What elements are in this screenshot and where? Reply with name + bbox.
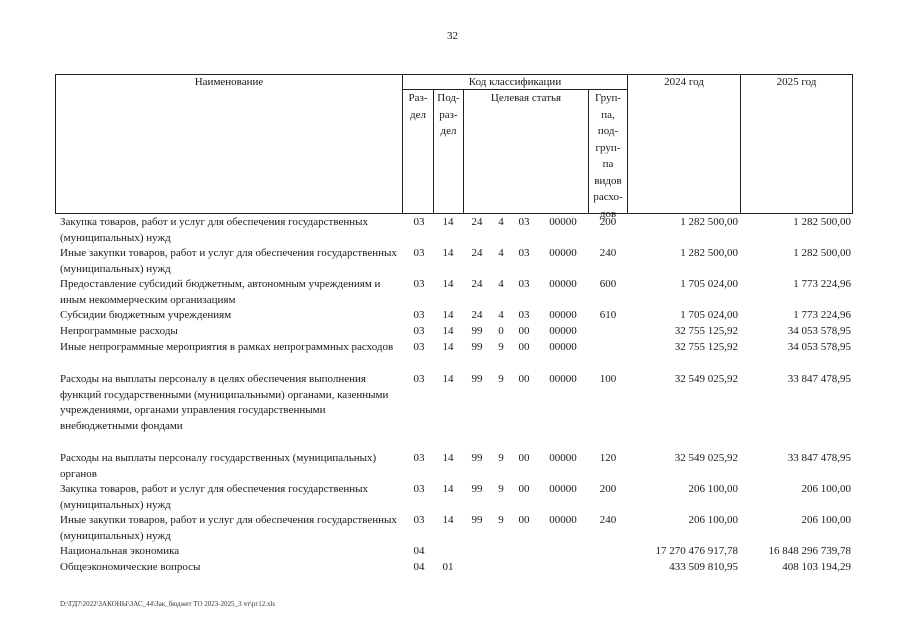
- header-bottom-rule: [55, 213, 853, 214]
- cell-article-subprogram: 9: [498, 452, 504, 464]
- cell-article-direction: 00000: [549, 309, 577, 321]
- cell-amount-2025: 1 773 224,96: [793, 309, 851, 321]
- cell-article-main: 03: [518, 309, 530, 321]
- cell-subsection: 14: [442, 483, 454, 495]
- cell-article-main: 00: [518, 325, 530, 337]
- cell-group: 120: [599, 452, 617, 464]
- cell-article-direction: 00000: [549, 373, 577, 385]
- cell-article-subprogram: 4: [498, 247, 504, 259]
- cell-article-program: 99: [471, 373, 483, 385]
- cell-article-subprogram: 9: [498, 341, 504, 353]
- cell-amount-2025: 1 282 500,00: [793, 247, 851, 259]
- cell-article-program: 99: [471, 341, 483, 353]
- header-group: Груп- па, под- груп- па видов расхо- дов: [593, 92, 623, 220]
- cell-article-subprogram: 4: [498, 309, 504, 321]
- cell-subsection: 14: [442, 325, 454, 337]
- row-name: Расходы на выплаты персоналу государственных (муниципальных) органов: [60, 452, 377, 480]
- cell-amount-2025: 34 053 578,95: [787, 325, 851, 337]
- header-target-article: Целевая статья: [490, 92, 562, 104]
- header-name: Наименование: [194, 76, 264, 88]
- cell-amount-2024: 1 282 500,00: [680, 247, 738, 259]
- cell-subsection: 14: [442, 216, 454, 228]
- cell-section: 03: [413, 452, 425, 464]
- header-divider: [55, 74, 56, 214]
- header-divider: [740, 74, 741, 214]
- cell-amount-2025: 408 103 194,29: [782, 561, 851, 573]
- cell-group: 100: [599, 373, 617, 385]
- row-name: Предоставление субсидий бюджетным, автономным учреждениям и иным некоммерческим организациям: [60, 278, 381, 306]
- cell-section: 03: [413, 309, 425, 321]
- cell-section: 03: [413, 514, 425, 526]
- cell-amount-2024: 1 282 500,00: [680, 216, 738, 228]
- cell-group: 610: [599, 309, 617, 321]
- row-name: Иные закупки товаров, работ и услуг для обеспечения государственных (муниципальных) нужд: [60, 247, 397, 275]
- cell-article-program: 24: [471, 278, 483, 290]
- cell-amount-2024: 32 549 025,92: [674, 452, 738, 464]
- cell-amount-2024: 1 705 024,00: [680, 309, 738, 321]
- cell-article-main: 00: [518, 373, 530, 385]
- cell-amount-2024: 433 509 810,95: [669, 561, 738, 573]
- row-name: Расходы на выплаты персоналу в целях обеспечения выполнения функций государственными (муниципальными) органами, казенными учреждениями, органами управления государственными внебюджетными фондами: [60, 373, 389, 432]
- header-divider: [627, 74, 628, 214]
- row-name: Иные непрограммные мероприятия в рамках непрограммных расходов: [60, 341, 394, 353]
- header-divider: [463, 89, 464, 214]
- cell-section: 03: [413, 247, 425, 259]
- cell-amount-2025: 206 100,00: [801, 514, 851, 526]
- cell-article-main: 00: [518, 452, 530, 464]
- header-divider: [852, 74, 853, 214]
- cell-section: 03: [413, 278, 425, 290]
- cell-article-program: 24: [471, 216, 483, 228]
- cell-amount-2024: 32 755 125,92: [674, 341, 738, 353]
- cell-amount-2024: 32 549 025,92: [674, 373, 738, 385]
- row-name: Субсидии бюджетным учреждениям: [60, 309, 232, 321]
- cell-amount-2025: 1 282 500,00: [793, 216, 851, 228]
- cell-amount-2025: 206 100,00: [801, 483, 851, 495]
- cell-article-main: 00: [518, 483, 530, 495]
- page-number: 32: [447, 30, 458, 42]
- cell-section: 04: [413, 561, 425, 573]
- cell-article-direction: 00000: [549, 452, 577, 464]
- cell-amount-2024: 32 755 125,92: [674, 325, 738, 337]
- row-name: Непрограммные расходы: [60, 325, 178, 337]
- cell-subsection: 14: [442, 452, 454, 464]
- cell-group: 240: [599, 247, 617, 259]
- cell-amount-2024: 1 705 024,00: [680, 278, 738, 290]
- cell-amount-2025: 33 847 478,95: [787, 452, 851, 464]
- row-name: Национальная экономика: [60, 545, 180, 557]
- cell-article-main: 03: [518, 247, 530, 259]
- cell-article-subprogram: 9: [498, 514, 504, 526]
- cell-amount-2025: 33 847 478,95: [787, 373, 851, 385]
- cell-article-program: 24: [471, 247, 483, 259]
- cell-article-direction: 00000: [549, 483, 577, 495]
- cell-group: 600: [599, 278, 617, 290]
- file-path: D:\ГД7\2022\ЗАКОНЫ\ЗАС_44\Зак_бюджет ТО 2023-2025_3 чт\рг12.xls: [60, 600, 276, 608]
- cell-amount-2025: 16 848 296 739,78: [768, 545, 851, 557]
- header-classification: Код классификации: [468, 76, 562, 88]
- cell-article-subprogram: 9: [498, 483, 504, 495]
- header-subsection: Под- раз- дел: [437, 92, 460, 137]
- cell-section: 03: [413, 341, 425, 353]
- cell-article-direction: 00000: [549, 278, 577, 290]
- row-name: Иные закупки товаров, работ и услуг для обеспечения государственных (муниципальных) нужд: [60, 514, 397, 542]
- cell-article-program: 99: [471, 514, 483, 526]
- cell-group: 200: [599, 483, 617, 495]
- row-name: Закупка товаров, работ и услуг для обеспечения государственных (муниципальных) нужд: [60, 483, 369, 511]
- cell-article-main: 03: [518, 216, 530, 228]
- cell-article-program: 24: [471, 309, 483, 321]
- header-year-2024: 2024 год: [664, 76, 704, 88]
- cell-section: 03: [413, 373, 425, 385]
- cell-amount-2024: 206 100,00: [688, 483, 738, 495]
- cell-article-main: 00: [518, 341, 530, 353]
- cell-subsection: 14: [442, 247, 454, 259]
- cell-subsection: 14: [442, 309, 454, 321]
- cell-subsection: 14: [442, 514, 454, 526]
- cell-article-subprogram: 4: [498, 278, 504, 290]
- header-year-2025: 2025 год: [776, 76, 817, 88]
- row-name: Закупка товаров, работ и услуг для обеспечения государственных (муниципальных) нужд: [60, 216, 369, 244]
- header-section: Раз- дел: [408, 92, 428, 121]
- cell-article-direction: 00000: [549, 325, 577, 337]
- cell-amount-2025: 34 053 578,95: [787, 341, 851, 353]
- cell-amount-2024: 17 270 476 917,78: [655, 545, 738, 557]
- cell-section: 03: [413, 325, 425, 337]
- cell-article-program: 99: [471, 325, 483, 337]
- cell-article-main: 00: [518, 514, 530, 526]
- cell-amount-2024: 206 100,00: [688, 514, 738, 526]
- cell-subsection: 01: [442, 561, 454, 573]
- cell-section: 03: [413, 216, 425, 228]
- cell-section: 04: [413, 545, 425, 557]
- cell-article-direction: 00000: [549, 514, 577, 526]
- cell-article-main: 03: [518, 278, 530, 290]
- cell-article-direction: 00000: [549, 247, 577, 259]
- cell-group: 240: [599, 514, 617, 526]
- cell-article-subprogram: 9: [498, 373, 504, 385]
- cell-article-subprogram: 4: [498, 216, 504, 228]
- cell-article-program: 99: [471, 452, 483, 464]
- cell-subsection: 14: [442, 341, 454, 353]
- cell-group: 200: [599, 216, 617, 228]
- cell-article-direction: 00000: [549, 216, 577, 228]
- cell-article-subprogram: 0: [498, 325, 504, 337]
- cell-subsection: 14: [442, 278, 454, 290]
- cell-section: 03: [413, 483, 425, 495]
- cell-amount-2025: 1 773 224,96: [793, 278, 851, 290]
- row-name: Общеэкономические вопросы: [60, 561, 201, 573]
- cell-article-direction: 00000: [549, 341, 577, 353]
- cell-subsection: 14: [442, 373, 454, 385]
- cell-article-program: 99: [471, 483, 483, 495]
